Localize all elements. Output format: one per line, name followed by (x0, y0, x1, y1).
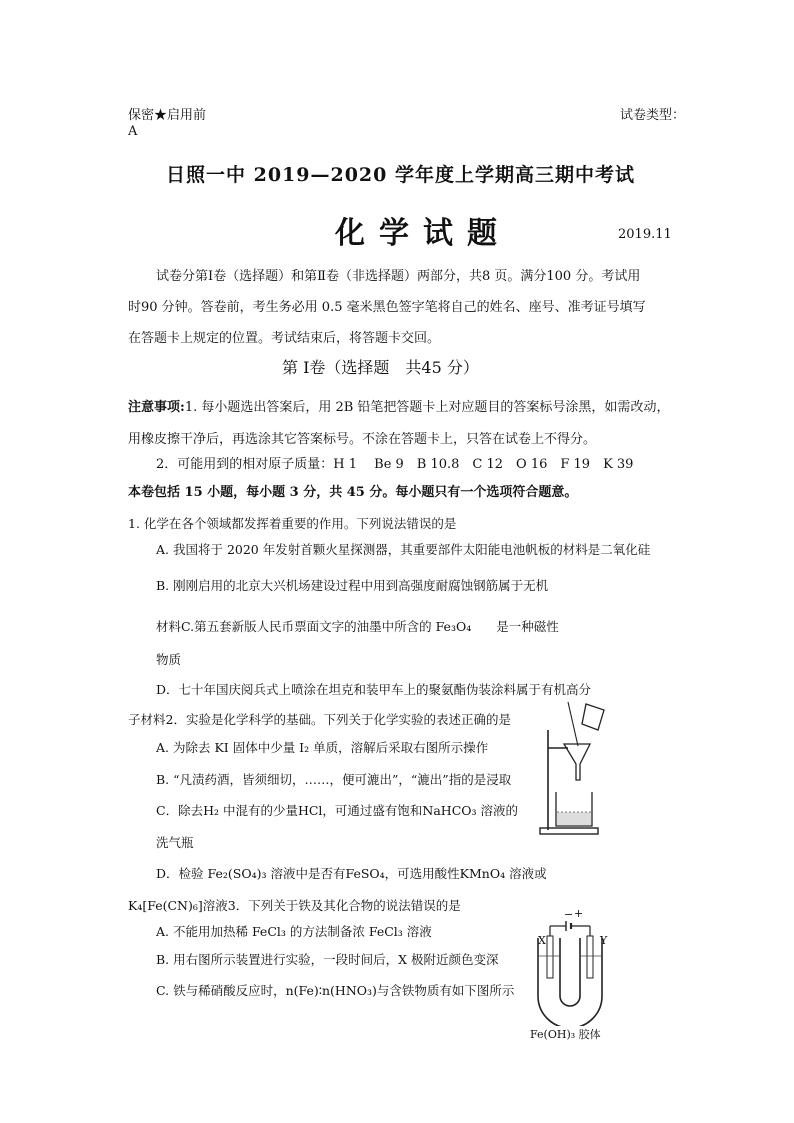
plus-label: + (574, 907, 584, 920)
q1-option-c-cont: 物质 (156, 652, 182, 667)
q2-option-c-cont: 洗气瓶 (156, 835, 194, 850)
right-margin (680, 530, 794, 570)
q1-option-d: D．七十年国庆阅兵式上喷涂在坦克和装甲车上的聚氨酯伪装涂料属于有机高分 (156, 682, 592, 697)
q2-option-c: C．除去H₂ 中混有的少量HCl，可通过盛有饱和NaHCO₃ 溶液的 (156, 803, 519, 818)
notice-2: 2．可能用到的相对原子质量：H 1 Be 9 B 10.8 C 12 O 16 F 19 K 39 (156, 457, 634, 472)
subject-title: 化学试题 (335, 216, 511, 251)
q3-option-c: C. 铁与稀硝酸反应时，n(Fe)∶n(HNO₃)与含铁物质有如下图所示 (156, 983, 515, 998)
paper-type-label: 试卷类型： (620, 108, 686, 123)
notice-label: 注意事项: (128, 400, 185, 415)
q3-option-b: B. 用右图所示装置进行实验，一段时间后，X 极附近颜色变深 (156, 952, 499, 967)
notice-block (128, 396, 669, 415)
filtration-apparatus-figure (538, 700, 608, 840)
q1-option-a: A. 我国将于 2020 年发射首颗火星探测器，其重要部件太阳能电池帆板的材料是二氧化硅 (156, 542, 651, 557)
section-rule: 本卷包括 15 小题，每小题 3 分，共 45 分。每小题只有一个选项符合题意。 (128, 485, 578, 500)
q1-stem: 1. 化学在各个领域都发挥着重要的作用。下列说法错误的是 (128, 516, 457, 531)
u-tube-figure (528, 907, 618, 1046)
exam-date: 2019.11 (618, 227, 672, 242)
intro-line-2: 时90 分钟。答卷前，考生务必用 0.5 毫米黑色签字笔将自己的姓名、座号、准考证号填写 (128, 300, 646, 315)
minus-label: − (564, 908, 574, 921)
paper-type-value: A (128, 124, 138, 139)
notice-1: 1. 每小题选出答案后，用 2B 铅笔把答题卡上对应题目的答案标号涂黑，如需改动， (184, 400, 670, 415)
intro-line-3: 在答题卡上规定的位置。考试结束后，将答题卡交回。 (128, 331, 441, 346)
q1-option-b: B. 刚刚启用的北京大兴机场建设过程中用到高强度耐腐蚀钢筋属于无机 (156, 578, 549, 593)
q2-option-d-cont: K₄[Fe(CN)₆]溶液3．下列关于铁及其化合物的说法错误的是 (128, 898, 461, 913)
q2-option-a: A. 为除去 KI 固体中少量 I₂ 单质，溶解后采取右图所示操作 (156, 740, 489, 755)
q3-option-a: A. 不能用加热稀 FeCl₃ 的方法制备浓 FeCl₃ 溶液 (156, 924, 432, 939)
q2-option-d: D．检验 Fe₂(SO₄)₃ 溶液中是否有FeSO₄，可选用酸性KMnO₄ 溶液或 (156, 866, 547, 881)
figure-caption: Fe(OH)₃ 胶体 (530, 1028, 601, 1041)
notice-1b: 用橡皮擦干净后，再选涂其它答案标号。不涂在答题卡上，只答在试卷上不得分。 (128, 432, 597, 447)
section-heading: 第 Ⅰ卷（选择题 共45 分） (282, 358, 479, 377)
electrode-y-label: Y (600, 934, 608, 947)
exam-title: 日照一中 2019—2020 学年度上学期高三期中考试 (166, 164, 635, 186)
confidential-label: 保密★启用前 (128, 108, 207, 123)
q1-option-d-cont: 子材料2．实验是化学科学的基础。下列关于化学实验的表述正确的是 (128, 712, 511, 727)
q2-option-b: B. “凡渍药酒，皆须细切，……，便可漉出”，“漉出”指的是浸取 (156, 772, 512, 787)
q1-option-b-cont: 材料C.第五套新版人民币票面文字的油墨中所含的 Fe₃O₄ 是一种磁性 (156, 619, 559, 634)
electrode-x-label: X (538, 934, 546, 947)
intro-line-1: 试卷分第Ⅰ卷（选择题）和第Ⅱ卷（非选择题）两部分，共8 页。满分100 分。考试用 (156, 269, 641, 284)
